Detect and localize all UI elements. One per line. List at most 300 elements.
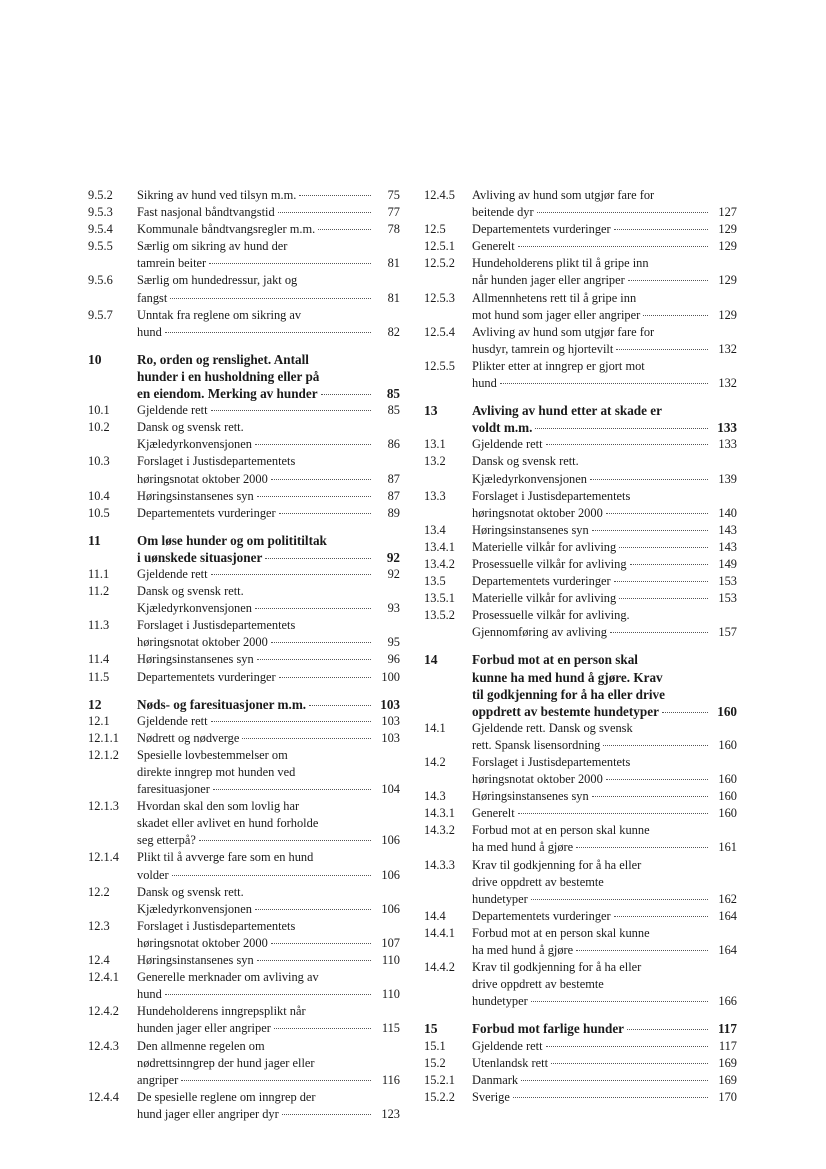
entry-number: 12.1.4 xyxy=(88,850,119,865)
dot-leader xyxy=(619,598,708,599)
dot-leader xyxy=(576,847,708,848)
page-number: 77 xyxy=(387,205,400,220)
entry-number: 12.4 xyxy=(88,953,110,968)
dot-leader xyxy=(299,195,371,196)
entry-title-line: når hunden jager eller angriper xyxy=(472,273,625,288)
toc-entry xyxy=(88,419,400,453)
entry-title xyxy=(137,402,400,419)
dot-leader xyxy=(592,530,708,531)
page-number: 93 xyxy=(387,601,400,616)
entry-title-line: Dansk og svensk rett. xyxy=(137,420,244,435)
entry-number: 12.4.5 xyxy=(424,188,455,202)
entry-title-line: ha med hund å gjøre xyxy=(472,840,574,855)
page-number: 166 xyxy=(718,994,737,1009)
entry-title-line: Sikring av hund ved tilsyn m.m. xyxy=(137,188,297,202)
entry-title-line: Prosessuelle vilkår for avliving. xyxy=(472,608,630,623)
toc-entry xyxy=(424,255,737,289)
entry-title-line: hunden jager eller angriper xyxy=(137,1021,271,1036)
entry-title-line: Nødrett og nødverge xyxy=(137,730,240,745)
page-number: 75 xyxy=(387,188,400,202)
entry-title xyxy=(137,747,400,798)
entry-title-line: hundetyper xyxy=(472,994,528,1009)
entry-title-line: direkte inngrep mot hunden ved xyxy=(137,765,296,779)
entry-title xyxy=(472,238,737,255)
page-number: 110 xyxy=(381,953,400,968)
entry-title-line: Forbud mot at en person skal kunne xyxy=(472,925,650,940)
entry-title-line: Spesielle lovbestemmelser om xyxy=(137,747,288,762)
dot-leader xyxy=(513,1097,708,1098)
dot-leader xyxy=(255,444,371,445)
entry-number: 13.2 xyxy=(424,454,446,469)
entry-title xyxy=(472,255,737,289)
entry-title-line: Den allmenne regelen om xyxy=(137,1038,265,1053)
toc-chapter-entry xyxy=(424,651,737,719)
toc-entry xyxy=(88,204,400,221)
toc-entry xyxy=(88,747,400,798)
entry-title-line: drive oppdrett av bestemte xyxy=(472,977,604,992)
entry-number: 12.1.1 xyxy=(88,730,119,745)
entry-title-line: Særlig om hundedressur, jakt og xyxy=(137,273,298,288)
page-number: 149 xyxy=(718,556,737,571)
dot-leader xyxy=(531,899,708,900)
entry-title-line: høringsnotat oktober 2000 xyxy=(137,935,268,950)
entry-title xyxy=(137,1089,400,1123)
dot-leader xyxy=(274,1028,371,1029)
toc-entry xyxy=(424,453,737,487)
entry-title-line: i uønskede situasjoner xyxy=(137,549,263,565)
entry-title-line: Høringsinstansenes syn xyxy=(137,953,254,968)
entry-title-line: Hundeholderens inngrepsplikt når xyxy=(137,1004,306,1019)
dot-leader xyxy=(576,950,708,951)
toc-entry xyxy=(88,713,400,730)
entry-title xyxy=(472,221,737,238)
entry-title-line: Sverige xyxy=(472,1089,510,1104)
entry-title-line: Generelle merknader om avliving av xyxy=(137,970,319,985)
dot-leader xyxy=(209,263,371,264)
entry-title xyxy=(472,1055,737,1072)
entry-number: 12.4.4 xyxy=(88,1089,119,1104)
entry-number: 14.3 xyxy=(424,789,446,804)
entry-title xyxy=(137,351,400,402)
dot-leader xyxy=(606,513,708,514)
entry-title-line: Særlig om sikring av hund der xyxy=(137,239,288,254)
entry-title-line: Kjæledyrkonvensjonen xyxy=(137,901,252,916)
page-number: 129 xyxy=(718,273,737,288)
entry-title-line: tamrein beiter xyxy=(137,256,207,271)
entry-title-line: faresituasjoner xyxy=(137,782,210,797)
entry-title-line: Forslaget i Justisdepartementets xyxy=(137,618,296,633)
entry-number: 13 xyxy=(424,403,438,419)
page-number: 86 xyxy=(387,437,400,452)
page-number: 85 xyxy=(386,386,400,402)
toc-entry xyxy=(424,522,737,539)
page-number: 117 xyxy=(717,1021,737,1037)
page-number: 106 xyxy=(381,867,400,882)
entry-title-line: Gjeldende rett xyxy=(137,566,208,581)
entry-title xyxy=(472,453,737,487)
page-number: 133 xyxy=(717,420,737,436)
toc-chapter-entry xyxy=(424,402,737,436)
entry-number: 12 xyxy=(88,696,102,712)
entry-title-line: Kjæledyrkonvensjonen xyxy=(137,601,252,616)
entry-title xyxy=(137,918,400,952)
entry-title-line: Om løse hunder og om polititiltak xyxy=(137,532,327,548)
entry-title xyxy=(472,402,737,436)
dot-leader xyxy=(255,608,371,609)
entry-number: 13.5.1 xyxy=(424,591,455,606)
entry-title-line: De spesielle reglene om inngrep der xyxy=(137,1089,316,1104)
entry-title-line: Krav til godkjenning for å ha eller xyxy=(472,960,642,975)
dot-leader xyxy=(271,943,371,944)
entry-number: 13.4.1 xyxy=(424,539,455,554)
dot-leader xyxy=(165,994,371,995)
page-number: 160 xyxy=(718,772,737,787)
entry-title-line: Forslaget i Justisdepartementets xyxy=(137,454,296,469)
entry-number: 12.5.3 xyxy=(424,290,455,305)
page-number: 103 xyxy=(381,713,400,728)
entry-title-line: Avliving av hund som utgjør fare for xyxy=(472,324,655,339)
toc-entry xyxy=(424,788,737,805)
toc-entry xyxy=(424,221,737,238)
toc-entry xyxy=(88,238,400,272)
entry-title xyxy=(472,822,737,856)
entry-title-line: Gjennomføring av avliving xyxy=(472,625,607,640)
dot-leader xyxy=(271,479,371,480)
dot-leader xyxy=(309,705,371,706)
entry-title-line: Forbud mot farlige hunder xyxy=(472,1021,625,1037)
page-number: 153 xyxy=(718,574,737,589)
toc-entry xyxy=(424,1038,737,1055)
toc-entry xyxy=(424,358,737,392)
entry-title-line: Departementets vurderinger xyxy=(137,669,276,684)
page-number: 153 xyxy=(718,591,737,606)
entry-title xyxy=(137,849,400,883)
page-number: 164 xyxy=(718,943,737,958)
page-number: 78 xyxy=(387,222,400,237)
entry-title-line: Danmark xyxy=(472,1072,519,1087)
dot-leader xyxy=(535,428,708,429)
dot-leader xyxy=(211,574,371,575)
toc-right-column xyxy=(424,187,737,1106)
toc-entry xyxy=(424,290,737,324)
entry-number: 10.5 xyxy=(88,505,110,520)
entry-number: 13.3 xyxy=(424,488,446,503)
dot-leader xyxy=(172,875,371,876)
dot-leader xyxy=(643,315,708,316)
page-number: 169 xyxy=(718,1072,737,1087)
page-number: 110 xyxy=(381,987,400,1002)
entry-title-line: Forbud mot at en person skal xyxy=(472,652,638,668)
dot-leader xyxy=(211,410,371,411)
entry-number: 9.5.3 xyxy=(88,205,113,220)
entry-title xyxy=(137,669,400,686)
entry-title-line: Materielle vilkår for avliving xyxy=(472,539,617,554)
page-number: 100 xyxy=(381,669,400,684)
toc-entry xyxy=(88,488,400,505)
toc-entry xyxy=(88,730,400,747)
page-number: 129 xyxy=(718,239,737,254)
entry-title-line: Kjæledyrkonvensjonen xyxy=(137,437,252,452)
page-number: 160 xyxy=(718,789,737,804)
dot-leader xyxy=(662,712,708,713)
entry-title xyxy=(137,532,400,566)
toc-entry xyxy=(424,1055,737,1072)
entry-title-line: Forslaget i Justisdepartementets xyxy=(472,488,631,503)
dot-leader xyxy=(211,721,371,722)
toc-entry xyxy=(88,402,400,419)
page-number: 115 xyxy=(381,1021,400,1036)
entry-title-line: Avliving av hund etter at skade er xyxy=(472,403,663,419)
entry-title xyxy=(472,573,737,590)
entry-title-line: Prosessuelle vilkår for avliving xyxy=(472,556,627,571)
entry-title-line: rett. Spansk lisensordning xyxy=(472,737,601,752)
entry-title-line: Forslaget i Justisdepartementets xyxy=(137,918,296,933)
dot-leader xyxy=(255,909,371,910)
entry-number: 15.1 xyxy=(424,1038,446,1053)
entry-title-line: Departementets vurderinger xyxy=(137,505,276,520)
page-number: 160 xyxy=(718,737,737,752)
page-number: 140 xyxy=(718,505,737,520)
entry-title xyxy=(137,453,400,487)
entry-title-line: hund xyxy=(472,376,497,391)
entry-title xyxy=(472,1020,737,1037)
entry-title xyxy=(137,238,400,272)
toc-entry xyxy=(88,221,400,238)
toc-left-column xyxy=(88,187,400,1123)
entry-number: 12.2 xyxy=(88,884,110,899)
entry-title-line: Plikt til å avverge fare som en hund xyxy=(137,850,314,865)
toc-entry xyxy=(88,453,400,487)
entry-title-line: Dansk og svensk rett. xyxy=(137,884,244,899)
page-number: 170 xyxy=(718,1089,737,1104)
entry-title-line: Gjeldende rett xyxy=(472,437,543,452)
dot-leader xyxy=(551,1063,708,1064)
entry-number: 15.2.2 xyxy=(424,1089,455,1104)
entry-title xyxy=(137,505,400,522)
entry-title xyxy=(472,651,737,719)
page-number: 96 xyxy=(387,652,400,667)
toc-entry xyxy=(88,272,400,306)
entry-title xyxy=(472,1089,737,1106)
dot-leader xyxy=(165,332,371,333)
entry-title-line: høringsnotat oktober 2000 xyxy=(137,471,268,486)
page-number: 160 xyxy=(717,703,737,719)
entry-number: 12.1.3 xyxy=(88,799,119,814)
entry-number: 9.5.5 xyxy=(88,239,113,254)
toc-entry xyxy=(424,324,737,358)
entry-title xyxy=(472,1072,737,1089)
entry-title-line: Departementets vurderinger xyxy=(472,574,611,589)
dot-leader xyxy=(257,496,371,497)
entry-title-line: høringsnotat oktober 2000 xyxy=(472,505,603,520)
page-number: 92 xyxy=(386,549,400,565)
entry-number: 12.4.2 xyxy=(88,1004,119,1019)
entry-title-line: Hundeholderens plikt til å gripe inn xyxy=(472,256,649,271)
page-number: 116 xyxy=(381,1072,400,1087)
entry-title-line: Materielle vilkår for avliving xyxy=(472,591,617,606)
dot-leader xyxy=(592,796,708,797)
dot-leader xyxy=(257,960,371,961)
dot-leader xyxy=(278,212,371,213)
entry-title xyxy=(137,419,400,453)
page-number: 81 xyxy=(387,290,400,305)
page-number: 129 xyxy=(718,222,737,237)
entry-number: 13.5 xyxy=(424,574,446,589)
toc-chapter-entry xyxy=(88,696,400,713)
entry-title-line: til godkjenning for å ha eller drive xyxy=(472,686,665,702)
entry-title-line: Gjeldende rett. Dansk og svensk xyxy=(472,720,633,735)
toc-entry xyxy=(88,651,400,668)
entry-title xyxy=(137,307,400,341)
dot-leader xyxy=(318,229,371,230)
entry-number: 11 xyxy=(88,532,101,548)
entry-title xyxy=(472,590,737,607)
dot-leader xyxy=(265,558,371,559)
entry-number: 9.5.4 xyxy=(88,222,113,237)
entry-title xyxy=(472,556,737,573)
toc-entry xyxy=(88,849,400,883)
entry-title xyxy=(137,696,400,713)
entry-title-line: en eiendom. Merking av hunder xyxy=(137,386,318,402)
entry-number: 11.2 xyxy=(88,584,110,599)
page-number: 160 xyxy=(718,806,737,821)
entry-title xyxy=(137,1003,400,1037)
entry-title xyxy=(137,1038,400,1089)
page-number: 129 xyxy=(718,307,737,322)
dot-leader xyxy=(518,813,708,814)
dot-leader xyxy=(603,745,708,746)
entry-title-line: Avliving av hund som utgjør fare for xyxy=(472,188,655,202)
entry-title xyxy=(137,488,400,505)
dot-leader xyxy=(590,479,708,480)
dot-leader xyxy=(610,632,708,633)
entry-title-line: Plikter etter at inngrep er gjort mot xyxy=(472,358,645,373)
entry-title-line: seg etterpå? xyxy=(137,833,196,848)
page-number: 161 xyxy=(718,840,737,855)
page-number: 104 xyxy=(381,782,400,797)
dot-leader xyxy=(546,1046,708,1047)
toc-entry xyxy=(424,436,737,453)
entry-number: 13.4 xyxy=(424,522,446,537)
toc-chapter-entry xyxy=(424,1020,737,1037)
page-number: 106 xyxy=(381,833,400,848)
entry-number: 11.3 xyxy=(88,618,110,633)
toc-entry xyxy=(424,238,737,255)
entry-title xyxy=(472,805,737,822)
dot-leader xyxy=(619,547,708,548)
entry-title-line: hund xyxy=(137,324,162,339)
dot-leader xyxy=(521,1080,708,1081)
entry-title-line: angriper xyxy=(137,1072,179,1087)
entry-number: 10.1 xyxy=(88,403,110,418)
page-number: 87 xyxy=(387,471,400,486)
entry-number: 11.5 xyxy=(88,669,110,684)
toc-entry xyxy=(424,607,737,641)
entry-title-line: ha med hund å gjøre xyxy=(472,943,574,958)
entry-title xyxy=(137,583,400,617)
entry-title-line: Gjeldende rett xyxy=(137,403,208,418)
entry-number: 13.5.2 xyxy=(424,608,455,623)
entry-title xyxy=(137,617,400,651)
toc-entry xyxy=(424,1089,737,1106)
entry-number: 14.3.1 xyxy=(424,806,455,821)
entry-title-line: hundetyper xyxy=(472,891,528,906)
entry-title-line: Forbud mot at en person skal kunne xyxy=(472,823,650,838)
dot-leader xyxy=(614,581,708,582)
toc-chapter-entry xyxy=(88,351,400,402)
toc-entry xyxy=(424,573,737,590)
entry-number: 15.2 xyxy=(424,1055,446,1070)
toc-entry xyxy=(88,1089,400,1123)
toc-entry xyxy=(88,798,400,849)
dot-leader xyxy=(282,1114,371,1115)
entry-title xyxy=(137,713,400,730)
entry-title-line: Gjeldende rett xyxy=(472,1038,543,1053)
dot-leader xyxy=(500,383,708,384)
entry-number: 9.5.2 xyxy=(88,188,113,202)
entry-title-line: Hvordan skal den som lovlig har xyxy=(137,799,300,814)
page-number: 139 xyxy=(718,471,737,486)
entry-number: 14.3.2 xyxy=(424,823,455,838)
entry-title xyxy=(472,908,737,925)
entry-title-line: Utenlandsk rett xyxy=(472,1055,549,1070)
entry-title xyxy=(472,522,737,539)
entry-title-line: nødrettsinngrep der hund jager eller xyxy=(137,1055,315,1070)
page-number: 85 xyxy=(387,403,400,418)
entry-title-line: Fast nasjonal båndtvangstid xyxy=(137,205,275,220)
entry-title xyxy=(472,788,737,805)
entry-title-line: kunne ha med hund å gjøre. Krav xyxy=(472,669,663,685)
toc-entry xyxy=(424,590,737,607)
entry-title-line: høringsnotat oktober 2000 xyxy=(137,635,268,650)
page-number: 143 xyxy=(718,522,737,537)
entry-number: 14.1 xyxy=(424,720,446,735)
entry-title-line: mot hund som jager eller angriper xyxy=(472,307,641,322)
entry-title-line: hunder i en husholdning eller på xyxy=(137,368,320,384)
dot-leader xyxy=(321,394,371,395)
entry-number: 10.2 xyxy=(88,420,110,435)
entry-number: 12.4.1 xyxy=(88,970,119,985)
dot-leader xyxy=(606,779,708,780)
page-number: 117 xyxy=(718,1038,737,1053)
entry-title xyxy=(472,290,737,324)
toc-entry xyxy=(88,187,400,204)
page-number: 92 xyxy=(387,566,400,581)
toc-entry xyxy=(424,556,737,573)
entry-title xyxy=(137,272,400,306)
toc-chapter-entry xyxy=(88,532,400,566)
entry-title xyxy=(472,857,737,908)
entry-title-line: skadet eller avlivet en hund forholde xyxy=(137,816,319,831)
toc-entry xyxy=(424,488,737,522)
dot-leader xyxy=(181,1080,371,1081)
entry-number: 12.5.1 xyxy=(424,239,455,254)
toc-entry xyxy=(424,908,737,925)
entry-title-line: voldt m.m. xyxy=(472,420,533,436)
entry-number: 13.4.2 xyxy=(424,556,455,571)
entry-title-line: Departementets vurderinger xyxy=(472,222,611,237)
entry-number: 14 xyxy=(424,652,438,668)
entry-number: 14.3.3 xyxy=(424,857,455,872)
toc-entry xyxy=(424,857,737,908)
dot-leader xyxy=(257,659,371,660)
entry-title-line: Krav til godkjenning for å ha eller xyxy=(472,857,642,872)
entry-title xyxy=(137,187,400,204)
entry-title xyxy=(137,884,400,918)
dot-leader xyxy=(630,564,708,565)
dot-leader xyxy=(531,1001,708,1002)
dot-leader xyxy=(279,513,371,514)
